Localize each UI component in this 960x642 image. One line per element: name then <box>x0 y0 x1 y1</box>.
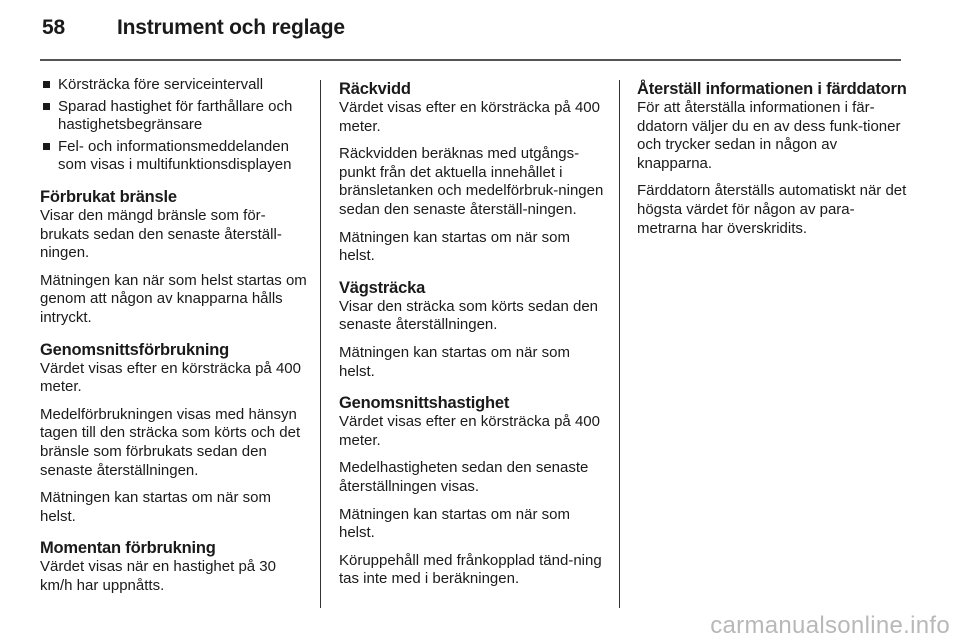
paragraph: Värdet visas efter en körsträcka på 400 meter. <box>339 99 600 135</box>
paragraph: För att återställa informationen i fär-ddatorn väljer du en av dess funk-tioner och trycker sedan in någon av knapparna. <box>637 99 901 172</box>
page-header <box>42 16 345 40</box>
column-divider <box>320 80 321 608</box>
bullet-list <box>40 76 308 175</box>
bullet-item: Sparad hastighet för farthållare och hastighetsbegränsare <box>40 98 308 135</box>
section-heading: Genomsnittsförbrukning <box>40 340 230 359</box>
paragraph: Köruppehåll med frånkopplad tänd-ning tas inte med i beräkningen. <box>339 551 602 588</box>
section-heading: Räckvidd <box>339 80 411 98</box>
paragraph: Räckvidden beräknas med utgångs-punkt från det aktuella innehållet i bränsletanken och medelförbruk-ningen sedan den senaste återställ-ningen. <box>339 145 604 218</box>
paragraph: Mätningen kan startas om när som helst. <box>339 505 570 542</box>
paragraph: Värdet visas efter en körsträcka på 400 meter. <box>40 359 301 396</box>
section-heading: Återställ informationen i färddatorn <box>637 80 907 98</box>
paragraph: Mätningen kan när som helst startas om genom att någon av knapparna hålls intryckt. <box>40 271 307 326</box>
section-heading: Genomsnittshastighet <box>339 394 510 413</box>
paragraph: Medelhastigheten sedan den senaste återställningen visas. <box>339 459 589 495</box>
bullet-item: Fel- och informationsmeddelanden som visas i multifunktionsdisplayen <box>40 138 308 175</box>
page-title: Instrument och reglage <box>117 16 345 39</box>
watermark: carmanualsonline.info <box>710 612 950 639</box>
section-heading: Momentan förbrukning <box>40 539 216 558</box>
paragraph: Medelförbrukningen visas med hänsyn tagen till den sträcka som körts och det bränsle som förbrukats sedan den senaste återställningen. <box>40 405 301 479</box>
section-heading: Vägsträcka <box>339 278 426 297</box>
section-distance <box>339 279 609 381</box>
column-3 <box>637 80 909 247</box>
paragraph: Mätningen kan startas om när som helst. <box>339 343 570 380</box>
bullet-item: Körsträcka före serviceintervall <box>40 76 308 95</box>
paragraph: Visar den mängd bränsle som för-brukats sedan den senaste återställ-ningen. <box>40 206 282 262</box>
column-1 <box>40 76 308 604</box>
paragraph: Mätningen kan startas om när som helst. <box>339 228 570 265</box>
page-number: 58 <box>42 16 65 39</box>
column-2 <box>339 80 609 598</box>
paragraph: Mätningen kan startas om när som helst. <box>40 489 271 525</box>
paragraph: Värdet visas efter en körsträcka på 400 meter. <box>339 413 600 449</box>
section-reset-trip-computer <box>637 80 909 238</box>
section-instant-consumption <box>40 539 308 595</box>
section-heading: Förbrukat bränsle <box>40 187 177 206</box>
section-range <box>339 80 609 266</box>
paragraph: Visar den sträcka som körts sedan den senaste återställningen. <box>339 297 599 334</box>
paragraph: Värdet visas när en hastighet på 30 km/h har uppnåtts. <box>40 558 276 594</box>
column-divider <box>619 80 620 608</box>
section-average-speed <box>339 394 609 589</box>
section-fuel-consumed <box>40 188 308 328</box>
paragraph: Färddatorn återställs automatiskt när det högsta värdet för någon av para-metrarna har överskridits. <box>637 182 907 237</box>
header-rule <box>40 59 901 61</box>
section-average-consumption <box>40 341 308 527</box>
